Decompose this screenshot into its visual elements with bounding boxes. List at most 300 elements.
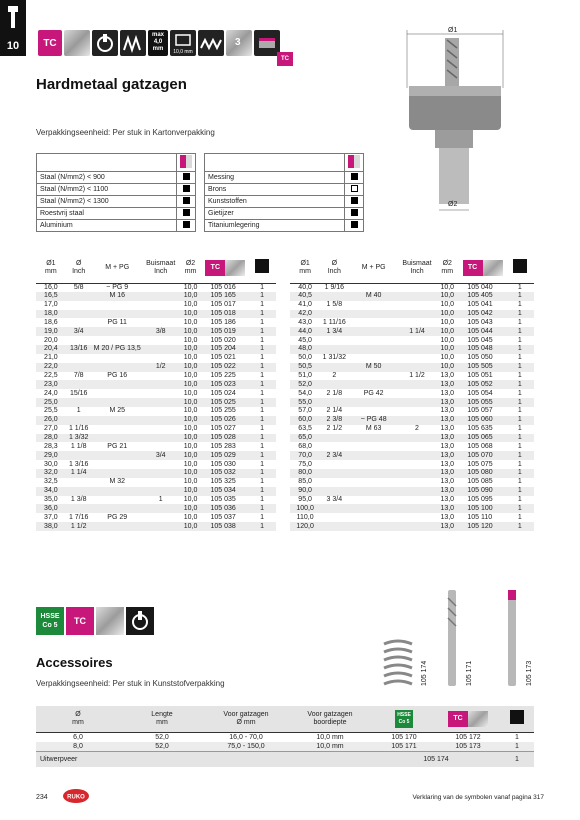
cell-d2: 13,0: [440, 496, 455, 504]
material-row: [37, 172, 196, 184]
cell-d2: 10,0: [179, 380, 203, 389]
col-article: [459, 253, 505, 283]
cell-inch: 1 1/4: [66, 469, 92, 478]
cell-d1: 41,0: [298, 301, 312, 309]
cell-d2: 10,0: [179, 487, 203, 496]
cell-qty: 1: [248, 504, 276, 513]
cell-inch: [320, 434, 348, 443]
tc-icon: TC: [205, 260, 225, 276]
material-row: [37, 184, 196, 196]
cell-qty: 1: [260, 442, 265, 450]
cell-qty: 1: [260, 301, 265, 309]
cell-mpg: [348, 301, 398, 310]
max-label: max: [151, 32, 164, 38]
cell-qty: 1: [260, 425, 265, 433]
table-row: [36, 354, 276, 363]
cell-buis: [143, 372, 179, 381]
packaging-note: Verpakkingseenheid: Per stuk in Kartonverpakking: [36, 128, 215, 137]
cell-d2: 10,0: [179, 504, 203, 513]
table-row: [290, 380, 534, 389]
material-name: Staal (N/mm2) < 1300: [37, 196, 177, 208]
cell-d1: 50,0: [298, 354, 312, 362]
cell-d2: 10,0: [183, 336, 198, 344]
cell-inch: [320, 345, 348, 354]
hole-saw-drawing: [395, 26, 515, 222]
col-mpg: M + PG: [348, 253, 398, 283]
cell-d1: 35,0: [44, 496, 58, 504]
materials-header: [37, 154, 177, 172]
col-d2: Ø2 mm: [435, 253, 459, 283]
cell-d2: 13,0: [440, 407, 455, 415]
cell-qty: 1: [248, 310, 276, 319]
cell-d1: 75,0: [298, 460, 312, 468]
cell-d1: 32,0: [36, 469, 66, 478]
cell-inch: 7/8: [73, 372, 84, 380]
cell-article: 105 043: [467, 318, 493, 326]
col-d2: Ø2 mm: [179, 253, 203, 283]
cell-d1: 85,0: [298, 478, 312, 486]
cell-d1: 26,0: [36, 416, 66, 425]
cell-article: 105 026: [202, 416, 248, 425]
cell-d1: 110,0: [296, 513, 314, 521]
material-name: Aluminium: [37, 220, 177, 232]
col-d1: Ø1 mm: [36, 253, 66, 283]
cell-article: 105 100: [459, 504, 505, 513]
table-row: [36, 487, 276, 496]
table-row: [36, 310, 276, 319]
cell-article: 105 054: [467, 389, 493, 397]
cell-d1: 80,0: [290, 469, 320, 478]
cell-mpg: M 50: [348, 363, 398, 372]
cell-article: 105 045: [467, 336, 493, 344]
cell-inch: [66, 363, 92, 372]
table-row: [290, 496, 534, 505]
cell-mpg: [348, 513, 398, 522]
cell-buis: [143, 345, 179, 354]
cell-d1: 29,0: [36, 451, 66, 460]
cell-buis: 1/2: [143, 363, 179, 372]
cell-mpg: [92, 522, 143, 531]
saw-symbol: [120, 30, 146, 56]
cell-d2: 10,0: [435, 310, 459, 319]
acc-col-d: Ø mm: [36, 706, 120, 732]
cell-buis: 1 1/4: [399, 327, 435, 336]
cell-buis: [399, 478, 435, 487]
cell-d1: 40,5: [290, 292, 320, 301]
cell-d2: 13,0: [440, 372, 455, 380]
cell-buis: [399, 283, 435, 292]
cell-d2: 10,0: [183, 318, 198, 326]
cell-qty: 1: [517, 283, 522, 291]
cell-mpg: [92, 425, 143, 434]
material-row: [37, 196, 196, 208]
cell-buis: [399, 345, 435, 354]
cell-qty: 1: [517, 425, 522, 433]
acc-col-depth: Voor gatzagen boordiepte: [288, 706, 372, 732]
cell-buis: [399, 469, 435, 478]
cell-article: 105 029: [202, 451, 248, 460]
cell-d2: 13,0: [440, 460, 455, 468]
metal-icon: [225, 260, 245, 276]
cell-buis: [399, 434, 435, 443]
cell-mpg: [92, 310, 143, 319]
table-row: [290, 327, 534, 336]
cell-inch: 3 3/4: [326, 496, 343, 504]
acc-cell-hsse: 105 170: [391, 733, 417, 741]
filled-square-icon: [351, 221, 358, 228]
metal-icon: [468, 711, 488, 727]
table-row: [36, 372, 276, 381]
cell-article: 105 186: [210, 318, 236, 326]
cell-d2: 13,0: [440, 478, 455, 486]
table-row: [290, 416, 534, 425]
table-row: [36, 442, 276, 451]
cell-buis: [399, 522, 435, 531]
filled-square-icon: [183, 197, 190, 204]
cell-article: 105 090: [459, 487, 505, 496]
cell-qty: 1: [260, 283, 265, 291]
table-row: [36, 416, 276, 425]
acc-col-length: Lengte mm: [120, 706, 204, 732]
cell-d1: 21,0: [44, 354, 58, 362]
cell-article: 105 060: [459, 416, 505, 425]
cell-mpg: [92, 434, 143, 443]
cell-d1: 28,3: [44, 442, 58, 450]
cell-article: 105 022: [202, 363, 248, 372]
cell-inch: 1 3/4: [320, 327, 348, 336]
cell-inch: [320, 478, 348, 487]
cell-qty: 1: [248, 487, 276, 496]
cell-d1: 55,0: [290, 398, 320, 407]
table-row: [290, 513, 534, 522]
cell-d2: 10,0: [440, 318, 455, 326]
hsse-icon: HSSE Co 5: [395, 710, 413, 728]
tc-legend-icon: [180, 155, 192, 168]
cell-qty: 1: [248, 292, 276, 301]
cell-d1: 16,5: [36, 292, 66, 301]
logo-text: RUKO: [67, 794, 85, 801]
cell-qty: 1: [517, 372, 522, 380]
cell-qty: 1: [517, 442, 522, 450]
table-row: [36, 336, 276, 345]
metal-symbol: [64, 30, 90, 56]
material-name: Messing: [205, 172, 345, 184]
cell-d2: 13,0: [440, 513, 455, 521]
table-row: [290, 442, 534, 451]
filled-square-icon: [183, 185, 190, 192]
cell-d2: 13,0: [440, 425, 455, 433]
filled-square-icon: [183, 221, 190, 228]
cell-article: 105 051: [467, 372, 493, 380]
package-icon: [513, 259, 527, 273]
cell-buis: [143, 487, 179, 496]
cell-mpg: [348, 434, 398, 443]
cell-d2: 13,0: [435, 469, 459, 478]
cell-article: 105 041: [467, 301, 493, 309]
cell-buis: [399, 513, 435, 522]
cell-article: 105 048: [459, 345, 505, 354]
cell-d2: 13,0: [435, 398, 459, 407]
acc-cell-d: 8,0: [36, 742, 120, 752]
cell-inch: 1 3/16: [68, 460, 89, 468]
cell-d1: 20,4: [36, 345, 66, 354]
cell-d1: 22,5: [44, 372, 58, 380]
spring-image: [380, 638, 416, 688]
cell-article: 105 019: [202, 327, 248, 336]
cell-qty: 1: [506, 451, 534, 460]
cell-mpg: [92, 469, 143, 478]
cell-mpg: M 40: [348, 292, 398, 301]
cell-mpg: [348, 478, 398, 487]
cell-d1: 44,0: [290, 327, 320, 336]
cell-qty: 1: [506, 398, 534, 407]
cell-article: 105 204: [202, 345, 248, 354]
cell-d2: 10,0: [179, 416, 203, 425]
table-row: [290, 292, 534, 301]
cell-d1: 60,0: [290, 416, 320, 425]
cell-d1: 22,0: [36, 363, 66, 372]
cell-qty: 1: [506, 469, 534, 478]
chapter-tab: [0, 0, 26, 56]
cell-inch: [320, 513, 348, 522]
cell-article: 105 018: [202, 310, 248, 319]
table-row: [36, 292, 276, 301]
cell-inch: 13/16: [66, 345, 92, 354]
table-row: [290, 310, 534, 319]
depth-symbol: [170, 30, 196, 56]
cell-mpg: [348, 345, 398, 354]
cell-article: 105 283: [210, 442, 236, 450]
cell-mpg: [92, 416, 143, 425]
acc-cell-hsse: 105 171: [372, 742, 436, 752]
material-row: [205, 196, 364, 208]
cell-mpg: [348, 442, 398, 451]
cell-d2: 10,0: [179, 434, 203, 443]
cell-buis: [399, 336, 435, 345]
metal-symbol: [96, 607, 124, 635]
cell-buis: [143, 513, 179, 522]
table-row: [36, 522, 276, 531]
cell-d1: 23,0: [36, 380, 66, 389]
acc-cell-qty: 1: [515, 733, 519, 741]
cell-article: 105 255: [210, 407, 236, 415]
cell-d1: 18,6: [44, 318, 58, 326]
acc-col-qty: [500, 706, 534, 732]
cell-article: 105 021: [210, 354, 236, 362]
cell-inch: 2 1/2: [326, 425, 343, 433]
page-number: 234: [36, 794, 48, 801]
table-row: [290, 301, 534, 310]
table-row: [36, 742, 534, 752]
accessories-title: Accessoires: [36, 655, 113, 670]
cell-inch: [320, 442, 348, 451]
filled-square-icon: [183, 209, 190, 216]
cell-article: 105 024: [210, 389, 236, 397]
cell-mpg: [348, 327, 398, 336]
cell-d2: 13,0: [440, 389, 455, 397]
cell-inch: 1 31/32: [322, 354, 347, 362]
teeth-symbol: [198, 30, 224, 56]
count-symbol: [226, 30, 252, 56]
table-row: [290, 425, 534, 434]
cell-mpg: [348, 372, 398, 381]
table-row: [36, 513, 276, 522]
cell-inch: [320, 487, 348, 496]
col-qty: [248, 253, 276, 283]
cell-qty: 1: [506, 380, 534, 389]
cell-buis: [399, 407, 435, 416]
cell-qty: 1: [260, 354, 265, 362]
cell-article: 105 017: [210, 301, 236, 309]
cell-mpg: PG 11: [107, 318, 127, 326]
cell-d2: 13,0: [435, 434, 459, 443]
cell-mpg: [92, 504, 143, 513]
cell-qty: 1: [248, 345, 276, 354]
acc-col-tc: [436, 706, 500, 732]
cell-d1: 51,0: [298, 372, 312, 380]
cell-d1: 48,0: [290, 345, 320, 354]
table-row: [36, 478, 276, 487]
cell-buis: [143, 442, 179, 451]
drill-image-1: [442, 588, 462, 688]
table-row: [290, 363, 534, 372]
cell-buis: [399, 389, 435, 398]
tool-symbol: [126, 607, 154, 635]
material-row: [205, 220, 364, 232]
cell-qty: 1: [248, 434, 276, 443]
table-row: [36, 389, 276, 398]
cell-buis: [143, 478, 179, 487]
cell-buis: [399, 460, 435, 469]
cell-d1: 50,5: [290, 363, 320, 372]
table-row: [290, 504, 534, 513]
empty-square-icon: [351, 185, 358, 192]
cell-mpg: [348, 504, 398, 513]
spring-code: 105 174: [372, 751, 500, 767]
cell-qty: 1: [517, 478, 522, 486]
cell-qty: 1: [248, 469, 276, 478]
cell-d2: 13,0: [440, 442, 455, 450]
col-inch: Ø Inch: [320, 253, 348, 283]
cell-inch: [320, 336, 348, 345]
cell-d2: 10,0: [179, 327, 203, 336]
cell-inch: [320, 398, 348, 407]
cell-d1: 25,0: [36, 398, 66, 407]
tc-legend-icon: [348, 155, 360, 168]
acc-cell-length: 52,0: [120, 742, 204, 752]
cell-qty: 1: [248, 363, 276, 372]
cell-buis: 3/8: [143, 327, 179, 336]
spring-label: Uitwerpveer: [36, 751, 372, 767]
cell-qty: 1: [517, 354, 522, 362]
cell-inch: 2 1/4: [326, 407, 343, 415]
d1-label: Ø1: [448, 27, 458, 34]
cell-inch: 2 3/4: [320, 451, 348, 460]
cell-mpg: [92, 451, 143, 460]
cell-qty: 1: [248, 416, 276, 425]
cell-mpg: [348, 318, 398, 327]
cell-d1: 19,0: [36, 327, 66, 336]
cell-inch: [66, 451, 92, 460]
cell-qty: 1: [260, 336, 265, 344]
col-buis: Buismaat Inch: [399, 253, 435, 283]
cell-d1: 63,5: [298, 425, 312, 433]
cell-d1: 18,0: [36, 310, 66, 319]
cell-article: 105 165: [202, 292, 248, 301]
spring-row: [36, 751, 534, 767]
symbol-strip: [38, 30, 280, 56]
cell-qty: 1: [517, 460, 522, 468]
cell-qty: 1: [248, 380, 276, 389]
cell-mpg: [348, 407, 398, 416]
saw-table-left: [36, 253, 276, 531]
cell-qty: 1: [517, 496, 522, 504]
cell-inch: [66, 336, 92, 345]
cell-inch: 2 1/8: [326, 389, 343, 397]
cell-inch: 1: [76, 407, 81, 415]
cell-mpg: [92, 487, 143, 496]
acc-cell-tc: 105 172: [455, 733, 481, 741]
col-mpg: M + PG: [92, 253, 143, 283]
material-name: Kunststoffen: [205, 196, 345, 208]
cell-mpg: [92, 380, 143, 389]
cell-mpg: [92, 398, 143, 407]
cell-d2: 10,0: [435, 292, 459, 301]
cell-article: 105 037: [210, 513, 236, 521]
cell-inch: [66, 487, 92, 496]
image-label-1: 105 174: [421, 660, 428, 686]
table-row: [36, 380, 276, 389]
material-row: [37, 208, 196, 220]
cell-inch: 1 7/16: [68, 513, 89, 521]
cell-d2: 10,0: [435, 327, 459, 336]
cell-mpg: [92, 354, 143, 363]
cell-inch: [66, 310, 92, 319]
cell-article: 105 057: [467, 407, 493, 415]
table-row: [36, 407, 276, 416]
cell-article: 105 044: [459, 327, 505, 336]
cell-article: 105 055: [459, 398, 505, 407]
cell-d2: 10,0: [440, 336, 455, 344]
filled-square-icon: [351, 173, 358, 180]
cell-d1: 120,0: [290, 522, 320, 531]
cell-article: 105 505: [459, 363, 505, 372]
cell-mpg: PG 29: [107, 513, 128, 521]
table-row: [36, 327, 276, 336]
cell-d1: 16,0: [44, 283, 58, 291]
table-row: [290, 398, 534, 407]
cell-inch: [66, 318, 92, 327]
acc-cell-length: 52,0: [155, 733, 169, 741]
table-row: [290, 478, 534, 487]
cell-article: 105 032: [202, 469, 248, 478]
cell-d1: 100,0: [290, 504, 320, 513]
cell-d1: 34,0: [36, 487, 66, 496]
cell-article: 105 042: [459, 310, 505, 319]
cell-mpg: [348, 469, 398, 478]
cell-buis: [143, 407, 179, 416]
cell-inch: [66, 398, 92, 407]
cell-qty: 1: [260, 478, 265, 486]
page-title: Hardmetaal gatzagen: [36, 76, 187, 93]
cell-mpg: PG 21: [107, 442, 128, 450]
image-label-2: 105 171: [466, 660, 473, 686]
cell-qty: 1: [506, 434, 534, 443]
cell-mpg: [348, 380, 398, 389]
material-name: Staal (N/mm2) < 1100: [37, 184, 177, 196]
cell-qty: 1: [517, 301, 522, 309]
cell-d1: 37,0: [44, 513, 58, 521]
